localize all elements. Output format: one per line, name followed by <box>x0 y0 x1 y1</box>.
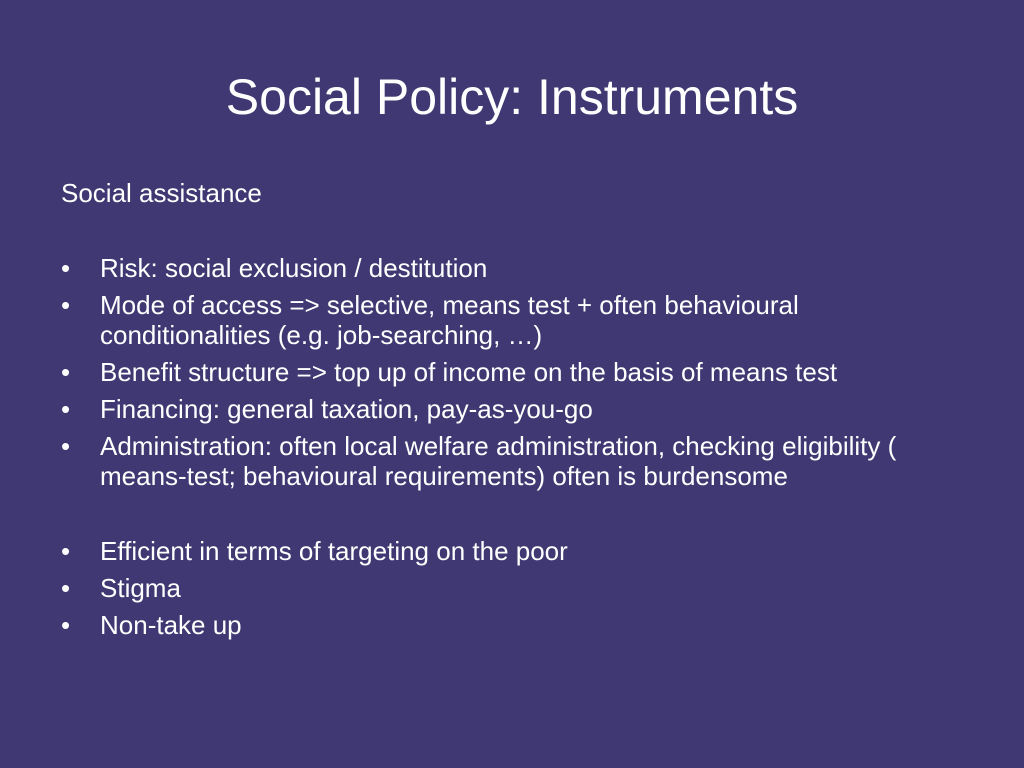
bullet-text: Financing: general taxation, pay-as-you-go <box>100 394 593 424</box>
bullet-text: Mode of access => selective, means test + often behavioural conditionalities (e.g. job-searching, …) <box>100 290 799 350</box>
bullet-dot-icon: • <box>61 573 71 603</box>
list-item <box>61 290 961 350</box>
bullet-text: Stigma <box>100 573 181 603</box>
bullet-dot-icon: • <box>61 536 71 566</box>
bullet-dot-icon: • <box>61 357 71 387</box>
slide-content <box>61 178 961 647</box>
list-item <box>61 573 961 603</box>
list-item <box>61 431 961 491</box>
bullet-dot-icon: • <box>61 431 71 461</box>
list-item <box>61 253 961 283</box>
bullet-dot-icon: • <box>61 290 71 320</box>
list-item <box>61 357 961 387</box>
bullet-text: Administration: often local welfare administration, checking eligibility ( means-test; behavioural requirements) often is burdensome <box>100 431 897 491</box>
bullet-text: Non-take up <box>100 610 242 640</box>
list-item <box>61 610 961 640</box>
slide-subtitle: Social assistance <box>61 178 262 208</box>
bullet-list-secondary <box>61 536 961 640</box>
slide-title: Social Policy: Instruments <box>225 69 799 125</box>
bullet-text: Benefit structure => top up of income on the basis of means test <box>100 357 838 387</box>
list-item <box>61 394 961 424</box>
bullet-text: Efficient in terms of targeting on the poor <box>100 536 568 566</box>
list-item <box>61 536 961 566</box>
bullet-dot-icon: • <box>61 253 71 283</box>
bullet-dot-icon: • <box>61 610 71 640</box>
bullet-dot-icon: • <box>61 394 71 424</box>
bullet-text: Risk: social exclusion / destitution <box>100 253 488 283</box>
bullet-list-primary <box>61 253 961 491</box>
